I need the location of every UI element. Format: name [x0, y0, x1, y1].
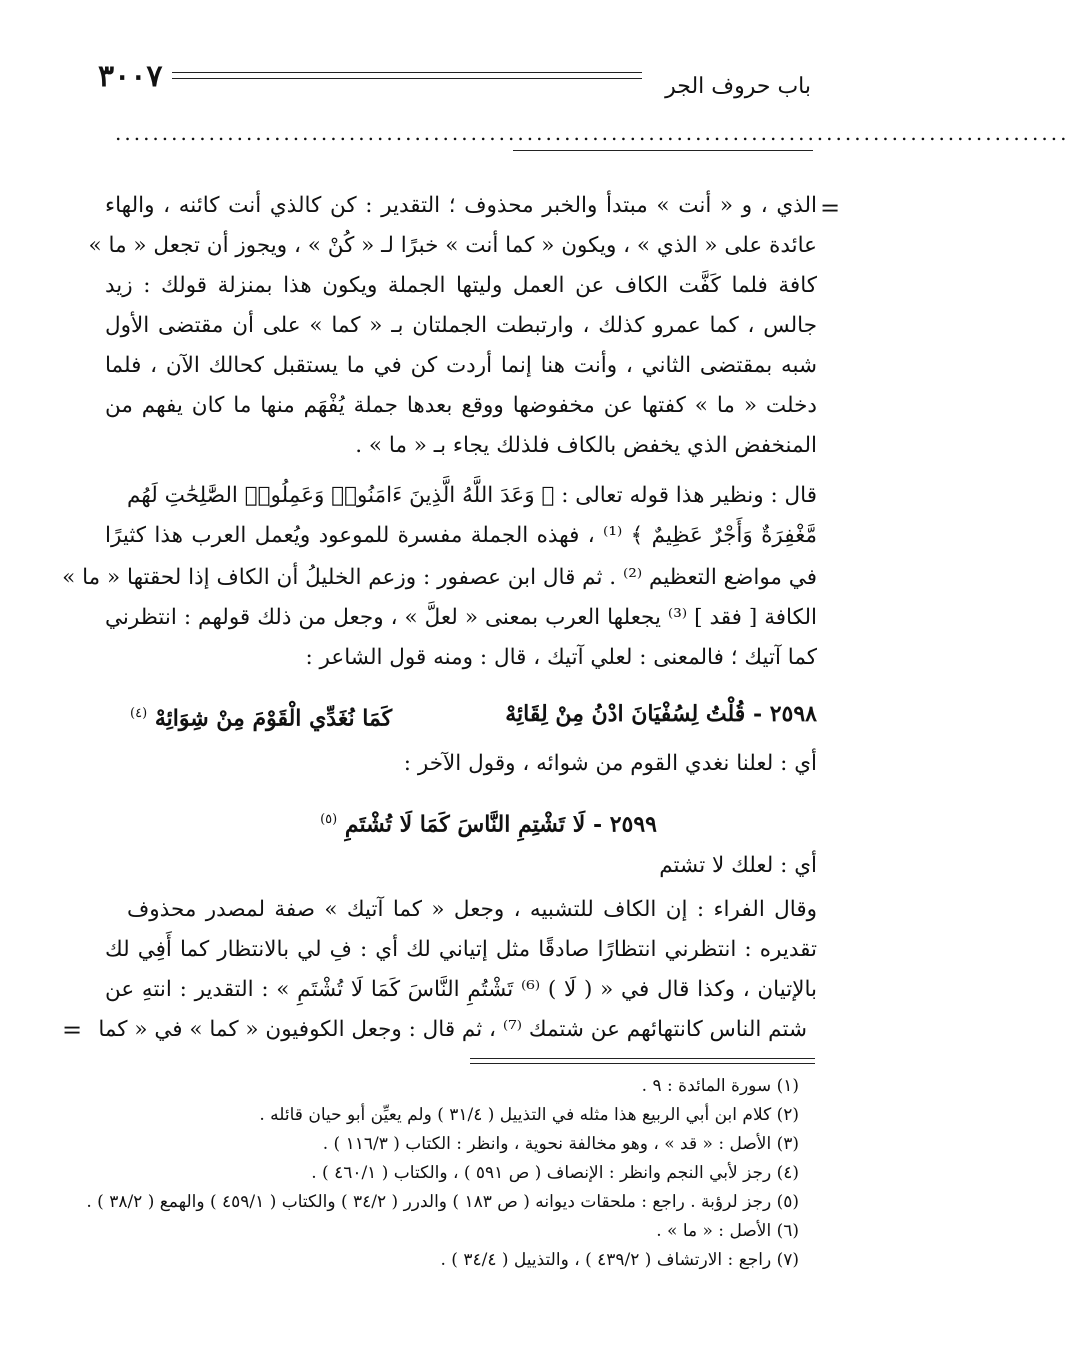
body-line: جالس ، كما عمرو كذلك ، وارتبطت الجملتان بـ « كما » على أن مقتضى الأول — [105, 313, 817, 338]
header-rule-left-top — [172, 72, 642, 73]
verse-2599 — [320, 798, 657, 842]
body-line: دخلت « ما » كفتها عن مخفوضها ووقع بعدها جملة يُفْهَم منها ما كان يفهم من — [105, 393, 817, 418]
body-line: قال : ونظير هذا قوله تعالى : ﴿ وَعَدَ اللَّهُ الَّذِينَ ءَامَنُوا۟ وَعَمِلُوا۟ الصَّٰلِحَٰتِ لَهُم — [127, 483, 817, 508]
footnote-ref: (٤) — [130, 706, 148, 721]
body-line: عائدة على « الذي » ، ويكون « كما أنت » خبرًا لـ « كُنْ » ، ويجوز أن تجعل « ما » — [88, 233, 817, 258]
body-line: الكافة [ فقد ] ⁽³⁾ يجعلها العرب بمعنى « لعلَّ » ، وجعل من ذلك قولهم : انتظرني — [105, 605, 817, 630]
body-line: شتم الناس كانتهائهم عن شتمك ⁽⁷⁾ ، ثم قال : وجعل الكوفيون « كما » في « كما — [98, 1017, 807, 1042]
body-line: المنخفض الذي يخفض بالكاف فلذلك يجاء بـ « ما » . — [355, 433, 817, 458]
verse-2598-second — [130, 692, 392, 736]
body-line: شبه بمقتضى الثاني ، وأنت هنا إنما أردت كن في ما يستقبل كحالك الآن ، فلما — [105, 353, 817, 378]
chapter-title: باب حروف الجر — [665, 74, 811, 99]
body-line: أي : لعلك لا تشتم — [659, 853, 817, 878]
footnote-rule-bottom — [470, 1063, 815, 1064]
body-line: في مواضع التعظيم ⁽²⁾ . ثم قال ابن عصفور : وزعم الخليلُ أن الكاف إذا لحقتها « ما » — [62, 565, 817, 590]
continuation-marker: = — [820, 194, 841, 222]
footnote: (٣) الأصل : « قد » ، وهو مخالفة نحوية ، وانظر : الكتاب ( ١١٦/٣ ) . — [322, 1134, 799, 1154]
end-marker: = — [62, 1016, 83, 1044]
footnote: (٦) الأصل : « ما » . — [656, 1221, 799, 1241]
verse-number: ٢٥٩٨ - — [752, 701, 817, 727]
footnote: (٧) راجع : الارتشاف ( ٤٣٩/٢ ) ، والتذييل ( ٣٤/٤ ) . — [440, 1250, 799, 1270]
body-line: كافة فلما كَفَّت الكاف عن العمل وليتها الجملة ويكون هذا بمنزلة قولك : زيد — [105, 273, 817, 298]
body-line: مَّغْفِرَةٌ وَأَجْرٌ عَظِيمٌ ﴾ ⁽¹⁾ ، فهذه الجملة مفسرة للموعود ويُعمل العرب هذا كثيرًا — [105, 523, 817, 548]
verse-number: ٢٥٩٩ - — [592, 811, 657, 838]
page-number: ٣٠٠٧ — [98, 59, 163, 94]
header-rule-left-bottom — [172, 78, 642, 79]
continuation-rule — [513, 150, 813, 151]
body-line: تقديره : انتظرني انتظارًا صادقًا مثل إتياني لك أي : فِ لي بالانتظار كما أَفِي لك — [105, 937, 817, 962]
verse-hemistich: كَمَا نُغَدِّي الْقَوْمَ مِنْ شِوَائِهْ — [154, 705, 393, 732]
ellipsis-separator: ...................................................................................................... — [115, 121, 1069, 145]
body-line: كما آتيك ؛ فالمعنى : لعلي آتيك ، قال : ومنه قول الشاعر : — [305, 645, 817, 670]
body-line: بالإتيان ، وكذا قال في « ( لَا ) ⁽⁶⁾ تَشْتُمِ النَّاسَ كَمَا لَا تُشْتَمِ » : التقدير : انتهِ عن — [105, 977, 817, 1002]
verse-text: لَا تَشْتِمِ النَّاسَ كَمَا لَا تُشْتَمِ — [344, 811, 586, 838]
body-line: وقال الفراء : إن الكاف للتشبيه ، وجعل « كما آتيك » صفة لمصدر محذوف — [127, 897, 817, 922]
footnote-ref: (٥) — [320, 812, 338, 827]
body-line: الذي ، و « أنت » مبتدأ والخبر محذوف ؛ التقدير : كن كالذي أنت كائنه ، والهاء — [105, 193, 817, 218]
verse-hemistich: قُلْتُ لِسُفْيَانَ ادْنُ مِنْ لِقَائِهْ — [505, 701, 746, 727]
footnote: (٤) رجز لأبي النجم وانظر : الإنصاف ( ص ٥٩١ ) ، والكتاب ( ٤٦٠/١ ) . — [311, 1163, 799, 1183]
footnote: (٥) رجز لرؤبة . راجع : ملحقات ديوانه ( ص ١٨٣ ) والدرر ( ٣٤/٢ ) والكتاب ( ٤٥٩/١ ) والهمع ( ٣٨/٢ ) . — [86, 1192, 799, 1212]
footnote: (٢) كلام ابن أبي الربيع هذا مثله في التذييل ( ٣١/٤ ) ولم يعيِّن أبو حيان قائله . — [259, 1105, 799, 1125]
footnote: (١) سورة المائدة : ٩ . — [641, 1076, 799, 1096]
verse-2598 — [505, 692, 817, 736]
body-line: أي : لعلنا نغدي القوم من شوائه ، وقول الآخر : — [403, 751, 817, 776]
footnote-rule-top — [470, 1058, 815, 1059]
